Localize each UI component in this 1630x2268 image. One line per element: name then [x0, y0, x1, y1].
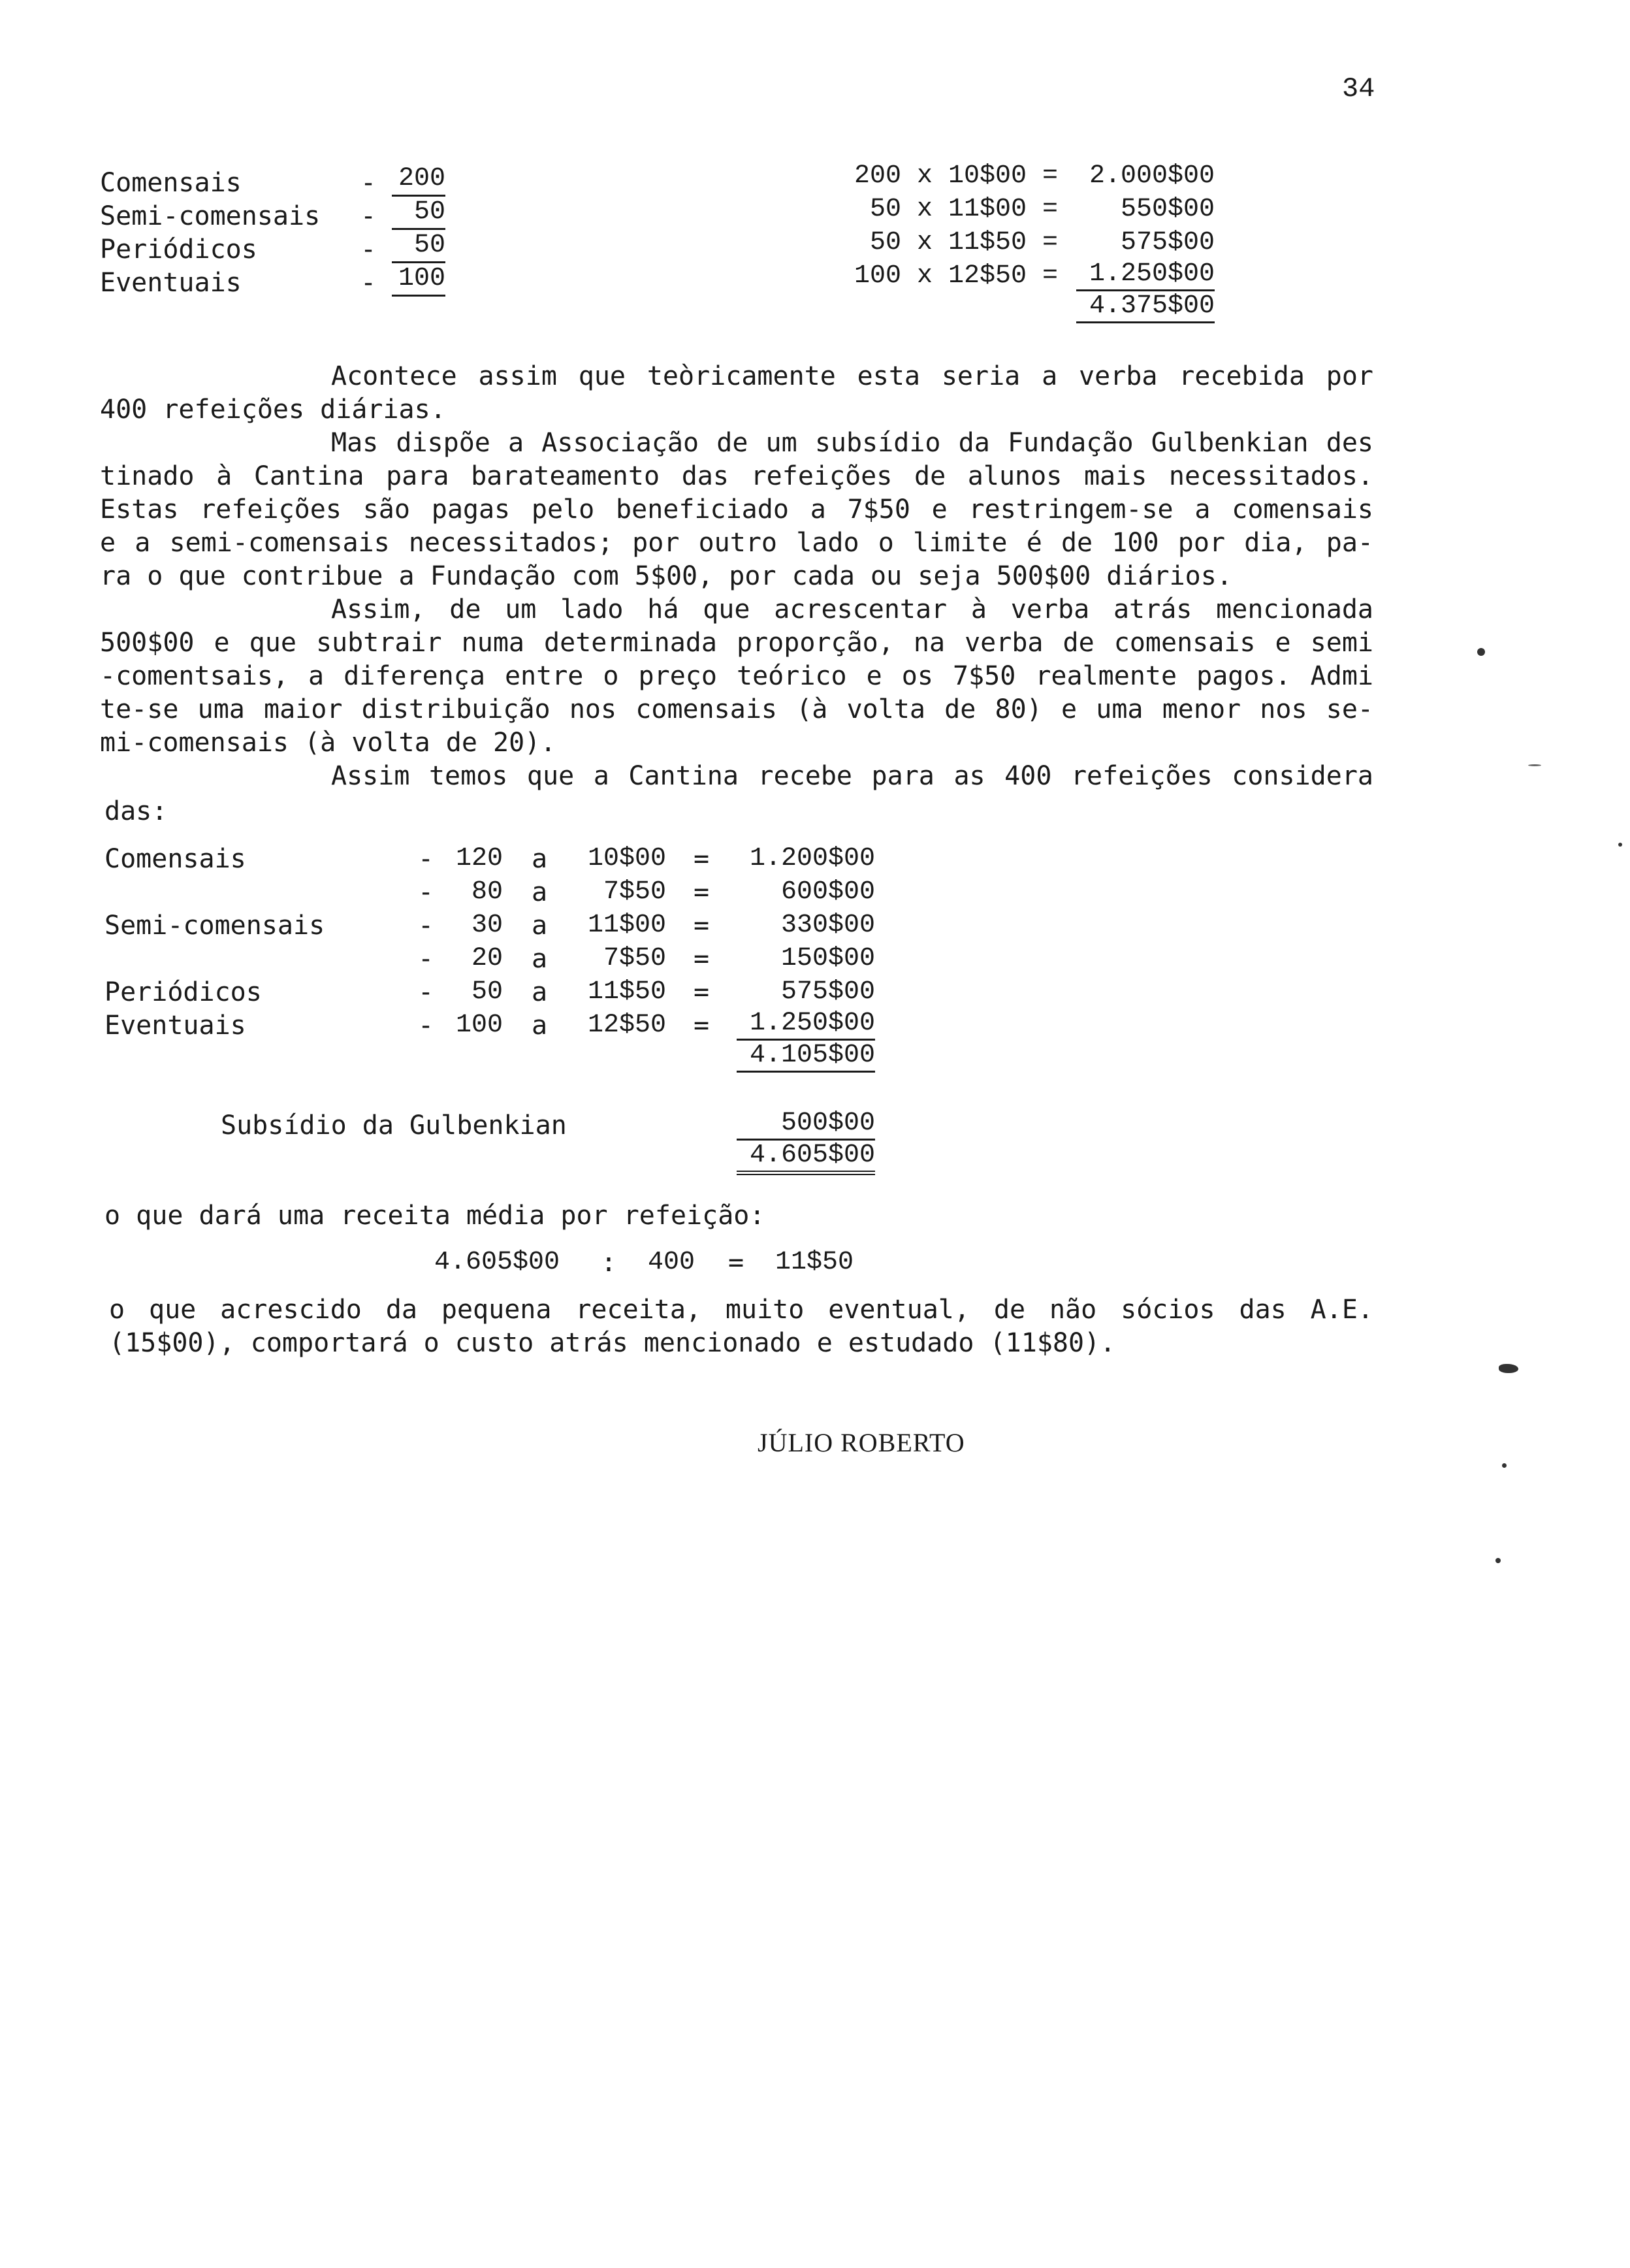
formula-op: : [601, 1248, 617, 1278]
p6-line-1: o que acrescido da pequena receita, muito eventual, de não sócios das A.E. [109, 1295, 1373, 1325]
t2-dash-4: - [418, 977, 434, 1007]
t1-count-2: 50 [392, 230, 445, 263]
t2-a-5: a [532, 1011, 548, 1041]
t2-dash-5: - [418, 1011, 434, 1041]
p3-line-3: -comentsais, a diferença entre o preço teórico e os 7$50 realmente pagos. Admi [100, 661, 1373, 691]
t2-amount-0: 1.200$00 [749, 844, 875, 873]
t1-label-1: Semi-comensais [100, 201, 321, 231]
speck-4 [1495, 1558, 1501, 1563]
t2-eq-1: = [694, 877, 710, 907]
t1-amount-2: 575$00 [1120, 228, 1215, 257]
t1-calc-3: 100 x 12$50 = [854, 261, 1058, 291]
t1-dash-1: - [360, 201, 377, 231]
t1-dash-2: - [360, 235, 377, 265]
t2-eq-5: = [694, 1011, 710, 1041]
p1-line-2: 400 refeições diárias. [100, 395, 446, 425]
t1-calc-0: 200 x 10$00 = [854, 161, 1058, 191]
t2-amount-4: 575$00 [780, 977, 875, 1007]
t1-label-3: Eventuais [100, 268, 242, 298]
t2-price-2: 11$00 [587, 911, 666, 940]
t2-label-5: Eventuais [104, 1011, 246, 1041]
t1-count-3: 100 [392, 263, 445, 297]
speck-6 [1528, 764, 1541, 766]
t2-amount-5: 1.250$00 [737, 1009, 875, 1041]
t2-dash-3: - [418, 944, 434, 974]
speck-5 [1618, 843, 1622, 847]
formula-result: 11$50 [775, 1248, 854, 1277]
t2-label-0: Comensais [104, 844, 246, 874]
t1-label-2: Periódicos [100, 235, 257, 265]
p2-line-2: tinado à Cantina para barateamento das refeições de alunos mais necessitados. [100, 461, 1373, 491]
t1-dash-0: - [360, 168, 377, 198]
t2-price-1: 7$50 [603, 877, 666, 907]
t2-eq-0: = [694, 844, 710, 874]
subsidy-amount: 500$00 [737, 1109, 875, 1141]
p4-line-2: das: [104, 796, 168, 826]
t2-qty-5: 100 [455, 1011, 503, 1040]
signature: JÚLIO ROBERTO [758, 1428, 965, 1457]
t2-qty-3: 20 [471, 944, 503, 973]
t1-count-1: 50 [392, 197, 445, 230]
t2-label-4: Periódicos [104, 977, 262, 1007]
t2-a-3: a [532, 944, 548, 974]
t1-calc-1: 50 x 11$00 = [869, 195, 1058, 224]
t2-price-0: 10$00 [587, 844, 666, 873]
t2-a-1: a [532, 877, 548, 907]
t2-price-3: 7$50 [603, 944, 666, 973]
p2-line-4: e a semi-comensais necessitados; por outro lado o limite é de 100 por dia, pa- [100, 528, 1373, 558]
t2-eq-4: = [694, 977, 710, 1007]
t1-label-0: Comensais [100, 168, 242, 198]
grand-total: 4.605$00 [737, 1141, 875, 1175]
t2-dash-1: - [418, 877, 434, 907]
speck-2 [1499, 1364, 1518, 1373]
t2-amount-2: 330$00 [780, 911, 875, 940]
t2-subtotal: 4.105$00 [737, 1041, 875, 1073]
t2-qty-2: 30 [471, 911, 503, 940]
p4-line-1: Assim temos que a Cantina recebe para as 400 refeições considera [331, 761, 1373, 791]
p3-line-2: 500$00 e que subtrair numa determinada proporção, na verba de comensais e semi [100, 628, 1373, 658]
t2-eq-3: = [694, 944, 710, 974]
speck-1 [1477, 648, 1485, 656]
t1-amount-0: 2.000$00 [1089, 161, 1215, 191]
t1-amount-3: 1.250$00 [1076, 259, 1215, 291]
t2-amount-3: 150$00 [780, 944, 875, 973]
t1-calc-2: 50 x 11$50 = [869, 228, 1058, 257]
t2-a-0: a [532, 844, 548, 874]
t2-dash-2: - [418, 911, 434, 941]
t2-label-2: Semi-comensais [104, 911, 325, 941]
t1-count-0: 200 [392, 163, 445, 197]
t2-a-4: a [532, 977, 548, 1007]
formula-eq: = [728, 1248, 744, 1278]
t2-qty-0: 120 [455, 844, 503, 873]
p3-line-4: te-se uma maior distribuição nos comensais (à volta de 80) e uma menor nos se- [100, 694, 1373, 724]
p2-line-5: ra o que contribue a Fundação com 5$00, por cada ou seja 500$00 diários. [100, 561, 1232, 591]
paragraph-5: o que dará uma receita média por refeição: [104, 1201, 765, 1231]
p6-line-2: (15$00), comportará o custo atrás mencionado e estudado (11$80). [109, 1328, 1116, 1358]
t2-price-4: 11$50 [587, 977, 666, 1007]
formula-left: 4.605$00 [434, 1248, 560, 1277]
subsidy-label: Subsídio da Gulbenkian [221, 1110, 567, 1141]
p3-line-5: mi-comensais (à volta de 20). [100, 728, 556, 758]
t2-dash-0: - [418, 844, 434, 874]
p3-line-1: Assim, de um lado há que acrescentar à verba atrás mencionada [331, 594, 1373, 624]
t2-qty-4: 50 [471, 977, 503, 1007]
formula-divisor: 400 [648, 1248, 695, 1277]
p2-line-3: Estas refeições são pagas pelo beneficiado a 7$50 e restringem-se a comensais [100, 494, 1373, 525]
speck-3 [1502, 1463, 1507, 1468]
page-number: 34 [1342, 73, 1375, 105]
p1-line-1: Acontece assim que teòricamente esta seria a verba recebida por [331, 361, 1373, 391]
t2-a-2: a [532, 911, 548, 941]
t2-amount-1: 600$00 [780, 877, 875, 907]
t2-price-5: 12$50 [587, 1011, 666, 1040]
t1-total: 4.375$00 [1076, 291, 1215, 323]
t2-eq-2: = [694, 911, 710, 941]
p2-line-1: Mas dispõe a Associação de um subsídio da Fundação Gulbenkian des [331, 428, 1373, 458]
t1-dash-3: - [360, 268, 377, 298]
t1-amount-1: 550$00 [1120, 195, 1215, 224]
t2-qty-1: 80 [471, 877, 503, 907]
